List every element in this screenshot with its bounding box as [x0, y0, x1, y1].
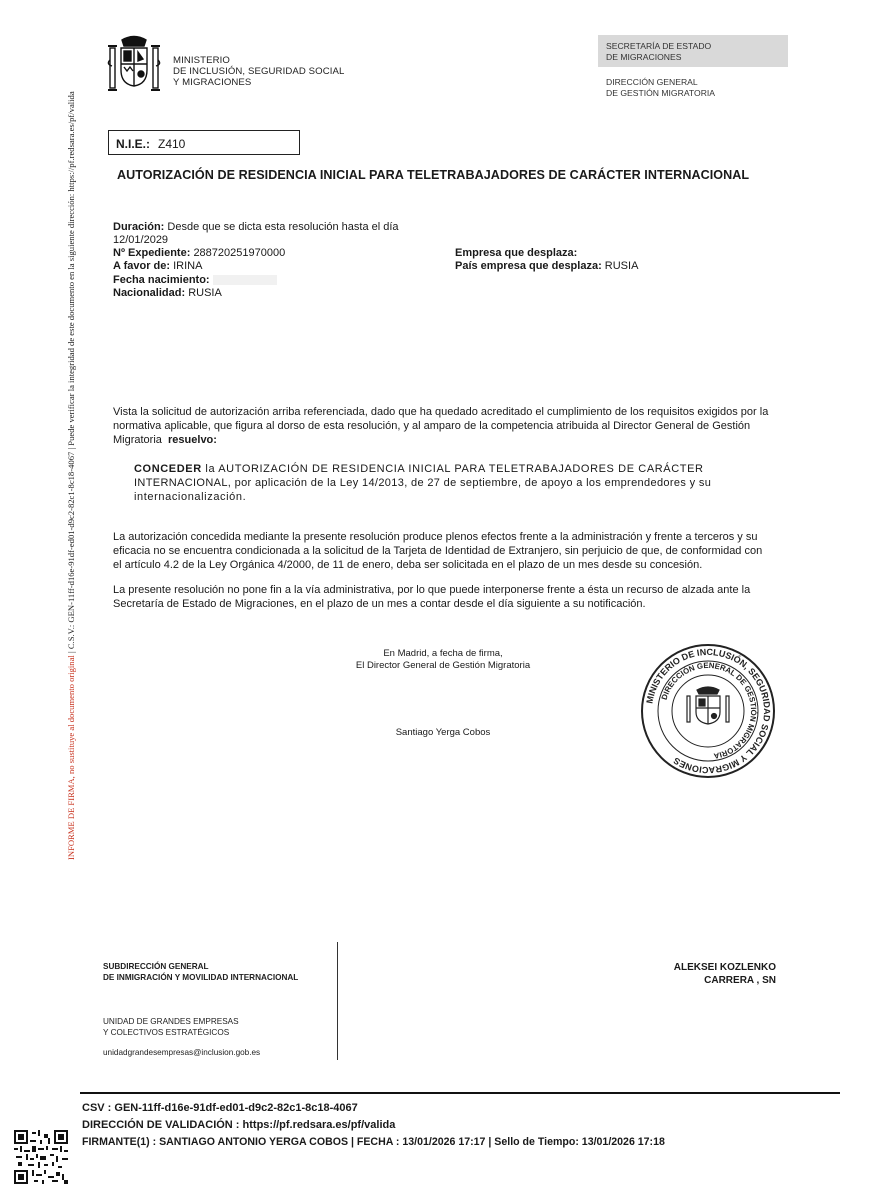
stamp-inner-text: DIRECCIÓN GENERAL DE GESTIÓN MIGRATORIA — [659, 660, 759, 761]
redacted-value — [213, 275, 277, 285]
contact-email: unidadgrandesempresas@inclusion.gob.es — [103, 1048, 261, 1057]
paragraph-conceder: CONCEDER la AUTORIZACIÓN DE RESIDENCIA INICIAL PARA TELETRABAJADORES DE CARÁCTER INTERNACIONAL, por aplicación de la Ley 14/2013, de 27 de septiembre, de apoyo a los emprendedores y su internacionalización. — [134, 463, 712, 503]
paragraph-efectos: La autorización concedida mediante la presente resolución produce plenos efectos frente a la administración y frente a terceros y su eficacia no se encuentra condicionada a la solicitud de la Tarjeta de Identidad de Extranjero, sin perjuicio de que, de conformidad con el artículo 4.2 de la Ley Orgánica 4/2000, de 11 de enero, deba ser solicitada en el plazo de un mes desde su concesión. — [113, 531, 763, 571]
side-note-black: | C.S.V.: GEN-11ff-d16e-91df-ed01-d9c2-82c1-8c18-4067 | Puede verificar la integridad de este documento en la siguiente dirección: https://pf.redsara.es/pf/valida — [66, 91, 76, 656]
side-note-red: INFORME DE FIRMA, no sustituye al documento original — [66, 655, 76, 860]
firmante-line: FIRMANTE(1) : SANTIAGO ANTONIO YERGA COBOS | FECHA : 13/01/2026 17:17 | Sello de Tiempo: 13/01/2026 17:18 — [82, 1136, 665, 1148]
duracion-date: 12/01/2029 — [113, 234, 169, 246]
direccion-general-text: DIRECCIÓN GENERAL DE GESTIÓN MIGRATORIA — [606, 77, 716, 98]
qr-code — [14, 1130, 68, 1184]
recipient-block: ALEKSEI KOZLENKO CARRERA , SN — [673, 962, 776, 986]
nie-value: Z410 — [158, 137, 186, 151]
secretaria-text: SECRETARÍA DE ESTADO DE MIGRACIONES — [606, 41, 712, 62]
expediente-field: Nº Expediente: 288720251970000 — [113, 247, 286, 259]
favor-field: A favor de: IRINA — [113, 260, 203, 272]
duracion-field: Duración: Desde que se dicta esta resolución hasta el día — [113, 221, 399, 233]
stamp-outer-text: MINISTERIO DE INCLUSIÓN, SEGURIDAD SOCIAL Y MIGRACIONES — [644, 646, 773, 776]
empresa-field: Empresa que desplaza: — [455, 247, 578, 259]
unidad-block: UNIDAD DE GRANDES EMPRESAS Y COLECTIVOS ESTRATÉGICOS — [103, 1017, 239, 1037]
nacimiento-field: Fecha nacimiento: — [113, 274, 277, 287]
stamp-coat-of-arms — [687, 687, 729, 724]
validation-rule — [80, 1092, 840, 1094]
footer-divider — [337, 942, 338, 1060]
pais-empresa-field: País empresa que desplaza: RUSIA — [455, 260, 639, 272]
coat-of-arms-logo — [104, 34, 164, 96]
nacionalidad-field: Nacionalidad: RUSIA — [113, 287, 222, 299]
subdireccion-block: SUBDIRECCIÓN GENERAL DE INMIGRACIÓN Y MOVILIDAD INTERNACIONAL — [103, 962, 299, 982]
ministry-name: MINISTERIO DE INCLUSIÓN, SEGURIDAD SOCIAL Y MIGRACIONES — [173, 55, 345, 88]
official-stamp — [639, 642, 777, 780]
csv-line: CSV : GEN-11ff-d16e-91df-ed01-d9c2-82c1-8c18-4067 — [82, 1102, 358, 1114]
signer-name: Santiago Yerga Cobos — [395, 727, 491, 738]
nie-label: N.I.E.: — [116, 137, 151, 151]
signature-block: En Madrid, a fecha de firma, El Director General de Gestión Migratoria — [355, 648, 531, 671]
side-verification-note — [66, 60, 80, 860]
validation-url-line: DIRECCIÓN DE VALIDACIÓN : https://pf.redsara.es/pf/valida — [82, 1119, 396, 1131]
paragraph-recurso: La presente resolución no pone fin a la vía administrativa, por lo que puede interponerse frente a ésta un recurso de alzada ante la Secretaría de Estado de Migraciones, en el plazo de un mes a contar desde el día siguiente a su notificación. — [113, 584, 751, 610]
svg-text:DIRECCIÓN GENERAL DE GESTIÓN M — [660, 661, 758, 761]
document-title: AUTORIZACIÓN DE RESIDENCIA INICIAL PARA TELETRABAJADORES DE CARÁCTER INTERNACIONAL — [117, 168, 750, 182]
paragraph-vista: Vista la solicitud de autorización arriba referenciada, dado que ha quedado acreditado el cumplimiento de los requisitos exigidos por la normativa aplicable, que figura al dorso de esta resolución, y al amparo de la competencia atribuida al Director General de Gestión Migratoria resuelvo: — [113, 406, 769, 446]
